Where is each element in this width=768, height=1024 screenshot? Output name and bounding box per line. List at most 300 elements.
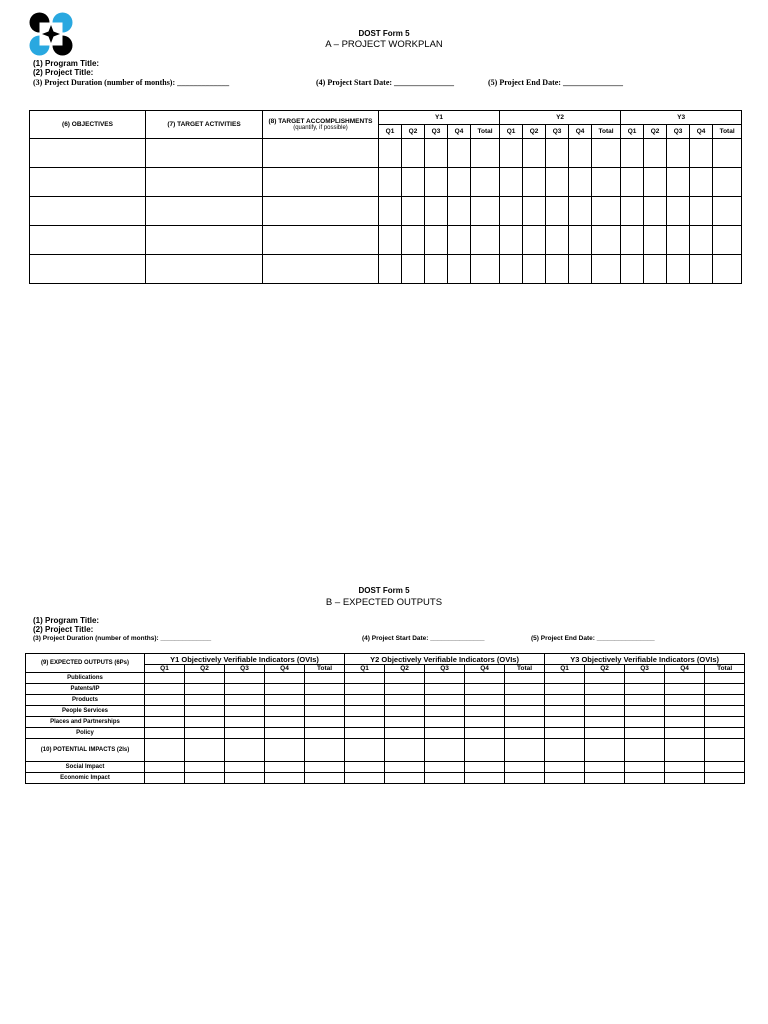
workplan-cell[interactable] — [644, 197, 667, 226]
workplan-cell[interactable] — [471, 226, 500, 255]
workplan-row — [30, 255, 742, 284]
project-start-date-a: (4) Project Start Date: _______________ — [316, 78, 455, 87]
workplan-cell[interactable] — [402, 197, 425, 226]
ovi-cell[interactable] — [585, 673, 625, 684]
workplan-cell[interactable] — [448, 139, 471, 168]
output-row-label: Places and Partnerships — [26, 717, 145, 728]
quarter-header-a-y1-1: Q1 — [379, 125, 402, 139]
workplan-cell[interactable] — [644, 226, 667, 255]
section-b-title: B – EXPECTED OUTPUTS — [325, 597, 443, 608]
ovi-cell[interactable] — [225, 706, 265, 717]
output-row — [26, 706, 745, 717]
ovi-cell[interactable] — [225, 773, 265, 784]
workplan-cell[interactable] — [667, 226, 690, 255]
ovi-cell[interactable] — [305, 706, 345, 717]
ovi-cell[interactable] — [225, 673, 265, 684]
ovi-cell[interactable] — [385, 717, 425, 728]
output-row — [26, 695, 745, 706]
ovi-cell[interactable] — [625, 762, 665, 773]
ovi-cell[interactable] — [585, 773, 625, 784]
ovi-cell[interactable] — [265, 762, 305, 773]
ovi-cell[interactable] — [585, 739, 625, 762]
ovi-cell[interactable] — [305, 728, 345, 739]
ovi-cell[interactable] — [585, 717, 625, 728]
quarter-header-b-y1-5: Total — [305, 665, 345, 673]
quarter-header-a-y2-5: Total — [592, 125, 621, 139]
ovi-cell[interactable] — [345, 684, 385, 695]
ovi-cell[interactable] — [185, 717, 225, 728]
year-header-y3: Y3 — [621, 111, 742, 125]
form-name-a: DOST Form 5 — [358, 29, 410, 38]
ovi-cell[interactable] — [225, 695, 265, 706]
workplan-cell[interactable] — [546, 226, 569, 255]
impact-row — [26, 762, 745, 773]
workplan-cell[interactable] — [523, 139, 546, 168]
project-title-a: (2) Project Title: — [33, 68, 94, 77]
workplan-cell[interactable] — [523, 255, 546, 284]
workplan-cell[interactable] — [592, 197, 621, 226]
expected-outputs-table — [25, 653, 745, 784]
ovi-cell[interactable] — [265, 739, 305, 762]
ovi-cell[interactable] — [345, 762, 385, 773]
output-row-label: Patents/IP — [26, 684, 145, 695]
workplan-cell[interactable] — [500, 139, 523, 168]
workplan-cell[interactable] — [146, 168, 263, 197]
workplan-cell[interactable] — [569, 197, 592, 226]
ovi-cell[interactable] — [625, 706, 665, 717]
workplan-cell[interactable] — [379, 139, 402, 168]
workplan-cell[interactable] — [471, 168, 500, 197]
workplan-cell[interactable] — [546, 139, 569, 168]
potential-impacts-row-label: (10) POTENTIAL IMPACTS (2Is) — [26, 739, 145, 762]
ovi-cell[interactable] — [505, 739, 545, 762]
quarter-header-a-y2-3: Q3 — [546, 125, 569, 139]
ovi-header-y2: Y2 Objectively Verifiable Indicators (OVIs) — [345, 654, 545, 665]
ovi-cell[interactable] — [665, 706, 705, 717]
workplan-cell[interactable] — [425, 168, 448, 197]
ovi-cell[interactable] — [625, 728, 665, 739]
workplan-cell[interactable] — [146, 197, 263, 226]
ovi-cell[interactable] — [505, 695, 545, 706]
ovi-cell[interactable] — [585, 684, 625, 695]
ovi-cell[interactable] — [145, 684, 185, 695]
ovi-cell[interactable] — [225, 739, 265, 762]
workplan-cell[interactable] — [448, 255, 471, 284]
workplan-cell[interactable] — [592, 168, 621, 197]
ovi-cell[interactable] — [545, 728, 585, 739]
workplan-cell[interactable] — [644, 255, 667, 284]
workplan-cell[interactable] — [621, 255, 644, 284]
workplan-cell[interactable] — [713, 255, 742, 284]
workplan-cell[interactable] — [546, 197, 569, 226]
ovi-cell[interactable] — [305, 695, 345, 706]
output-row — [26, 673, 745, 684]
ovi-cell[interactable] — [265, 717, 305, 728]
workplan-row — [30, 197, 742, 226]
quarter-header-b-y2-3: Q3 — [425, 665, 465, 673]
workplan-cell[interactable] — [667, 255, 690, 284]
ovi-cell[interactable] — [545, 695, 585, 706]
quarter-header-b-y2-5: Total — [505, 665, 545, 673]
ovi-cell[interactable] — [465, 762, 505, 773]
workplan-row — [30, 226, 742, 255]
workplan-cell[interactable] — [402, 168, 425, 197]
target-accomplishments-note: (quantify, if possible) — [293, 125, 348, 131]
project-end-date-b: (5) Project End Date: ________________ — [531, 635, 655, 642]
ovi-cell[interactable] — [665, 728, 705, 739]
ovi-cell[interactable] — [465, 728, 505, 739]
project-end-date-a: (5) Project End Date: _______________ — [488, 78, 623, 87]
ovi-cell[interactable] — [185, 773, 225, 784]
ovi-cell[interactable] — [665, 673, 705, 684]
workplan-cell[interactable] — [523, 168, 546, 197]
ovi-cell[interactable] — [345, 739, 385, 762]
workplan-cell[interactable] — [690, 226, 713, 255]
ovi-cell[interactable] — [425, 684, 465, 695]
workplan-cell[interactable] — [448, 197, 471, 226]
ovi-cell[interactable] — [265, 773, 305, 784]
objectives-header: (6) OBJECTIVES — [30, 111, 146, 139]
section-a-title: A – PROJECT WORKPLAN — [325, 39, 443, 50]
ovi-cell[interactable] — [425, 762, 465, 773]
ovi-cell[interactable] — [425, 717, 465, 728]
ovi-cell[interactable] — [665, 773, 705, 784]
quarter-header-b-y3-1: Q1 — [545, 665, 585, 673]
ovi-cell[interactable] — [545, 762, 585, 773]
ovi-cell[interactable] — [545, 673, 585, 684]
workplan-cell[interactable] — [690, 168, 713, 197]
workplan-cell[interactable] — [30, 197, 146, 226]
ovi-cell[interactable] — [705, 762, 745, 773]
ovi-cell[interactable] — [185, 762, 225, 773]
ovi-cell[interactable] — [185, 673, 225, 684]
output-row — [26, 728, 745, 739]
ovi-cell[interactable] — [585, 762, 625, 773]
project-duration-b: (3) Project Duration (number of months): ______________ — [33, 635, 212, 642]
quarter-header-b-y3-5: Total — [705, 665, 745, 673]
workplan-cell[interactable] — [425, 139, 448, 168]
workplan-cell[interactable] — [690, 255, 713, 284]
ovi-cell[interactable] — [505, 706, 545, 717]
ovi-cell[interactable] — [145, 706, 185, 717]
workplan-cell[interactable] — [379, 197, 402, 226]
ovi-cell[interactable] — [225, 717, 265, 728]
ovi-cell[interactable] — [585, 728, 625, 739]
ovi-cell[interactable] — [625, 773, 665, 784]
ovi-cell[interactable] — [305, 739, 345, 762]
impact-row-label: Economic Impact — [26, 773, 145, 784]
ovi-cell[interactable] — [385, 684, 425, 695]
workplan-cell[interactable] — [425, 197, 448, 226]
ovi-cell[interactable] — [425, 706, 465, 717]
quarter-header-b-y2-4: Q4 — [465, 665, 505, 673]
ovi-cell[interactable] — [145, 695, 185, 706]
workplan-cell[interactable] — [523, 226, 546, 255]
ovi-cell[interactable] — [385, 673, 425, 684]
ovi-cell[interactable] — [465, 773, 505, 784]
ovi-cell[interactable] — [505, 728, 545, 739]
ovi-cell[interactable] — [465, 695, 505, 706]
ovi-cell[interactable] — [545, 773, 585, 784]
ovi-cell[interactable] — [625, 717, 665, 728]
workplan-cell[interactable] — [500, 197, 523, 226]
quarter-header-a-y3-2: Q2 — [644, 125, 667, 139]
workplan-cell[interactable] — [569, 168, 592, 197]
output-row — [26, 717, 745, 728]
quarter-header-a-y3-4: Q4 — [690, 125, 713, 139]
ovi-cell[interactable] — [265, 673, 305, 684]
workplan-cell[interactable] — [621, 168, 644, 197]
project-workplan-table — [29, 110, 742, 284]
ovi-header-y3: Y3 Objectively Verifiable Indicators (OVIs) — [545, 654, 745, 665]
ovi-cell[interactable] — [385, 706, 425, 717]
ovi-cell[interactable] — [225, 728, 265, 739]
workplan-cell[interactable] — [30, 168, 146, 197]
workplan-cell[interactable] — [146, 255, 263, 284]
workplan-cell[interactable] — [644, 139, 667, 168]
workplan-cell[interactable] — [30, 226, 146, 255]
ovi-cell[interactable] — [305, 717, 345, 728]
ovi-cell[interactable] — [625, 684, 665, 695]
workplan-cell[interactable] — [379, 168, 402, 197]
workplan-cell[interactable] — [592, 255, 621, 284]
workplan-row — [30, 168, 742, 197]
output-row-label: Products — [26, 695, 145, 706]
quarter-header-a-y2-2: Q2 — [523, 125, 546, 139]
quarter-header-a-y1-3: Q3 — [425, 125, 448, 139]
workplan-cell[interactable] — [621, 197, 644, 226]
ovi-cell[interactable] — [425, 739, 465, 762]
workplan-cell[interactable] — [379, 255, 402, 284]
program-title-b: (1) Program Title: — [33, 616, 100, 625]
workplan-cell[interactable] — [263, 197, 379, 226]
project-duration-a: (3) Project Duration (number of months): _____________ — [33, 78, 230, 87]
output-row — [26, 684, 745, 695]
workplan-cell[interactable] — [621, 139, 644, 168]
target-accomplishments-label: (8) TARGET ACCOMPLISHMENTS — [268, 118, 373, 125]
workplan-cell[interactable] — [713, 139, 742, 168]
ovi-cell[interactable] — [705, 717, 745, 728]
workplan-cell[interactable] — [667, 197, 690, 226]
workplan-cell[interactable] — [425, 226, 448, 255]
ovi-cell[interactable] — [625, 695, 665, 706]
workplan-cell[interactable] — [263, 139, 379, 168]
ovi-cell[interactable] — [505, 684, 545, 695]
ovi-cell[interactable] — [425, 673, 465, 684]
project-start-date-b: (4) Project Start Date: _______________ — [362, 635, 485, 642]
quarter-header-a-y1-5: Total — [471, 125, 500, 139]
workplan-cell[interactable] — [471, 139, 500, 168]
ovi-cell[interactable] — [705, 739, 745, 762]
ovi-cell[interactable] — [225, 762, 265, 773]
ovi-cell[interactable] — [265, 695, 305, 706]
ovi-cell[interactable] — [185, 728, 225, 739]
ovi-cell[interactable] — [545, 684, 585, 695]
quarter-header-b-y3-4: Q4 — [665, 665, 705, 673]
ovi-cell[interactable] — [465, 717, 505, 728]
ovi-cell[interactable] — [465, 706, 505, 717]
workplan-cell[interactable] — [690, 139, 713, 168]
quarter-header-b-y3-2: Q2 — [585, 665, 625, 673]
ovi-cell[interactable] — [345, 773, 385, 784]
quarter-header-b-y3-3: Q3 — [625, 665, 665, 673]
ovi-cell[interactable] — [385, 695, 425, 706]
workplan-cell[interactable] — [690, 197, 713, 226]
ovi-cell[interactable] — [705, 773, 745, 784]
ovi-header-y1: Y1 Objectively Verifiable Indicators (OVIs) — [145, 654, 345, 665]
ovi-cell[interactable] — [385, 739, 425, 762]
ovi-cell[interactable] — [345, 673, 385, 684]
workplan-cell[interactable] — [621, 226, 644, 255]
ovi-cell[interactable] — [265, 728, 305, 739]
workplan-cell[interactable] — [500, 168, 523, 197]
workplan-cell[interactable] — [263, 226, 379, 255]
quarter-header-b-y1-1: Q1 — [145, 665, 185, 673]
ovi-cell[interactable] — [345, 695, 385, 706]
quarter-header-a-y2-1: Q1 — [500, 125, 523, 139]
ovi-cell[interactable] — [625, 739, 665, 762]
ovi-cell[interactable] — [705, 728, 745, 739]
form-name-b: DOST Form 5 — [358, 586, 410, 595]
target-activities-header: (7) TARGET ACTIVITIES — [146, 111, 263, 139]
ovi-cell[interactable] — [705, 684, 745, 695]
ovi-cell[interactable] — [385, 773, 425, 784]
workplan-cell[interactable] — [448, 226, 471, 255]
ovi-cell[interactable] — [465, 739, 505, 762]
workplan-cell[interactable] — [667, 139, 690, 168]
ovi-cell[interactable] — [585, 695, 625, 706]
workplan-cell[interactable] — [471, 197, 500, 226]
output-row-label: Publications — [26, 673, 145, 684]
workplan-cell[interactable] — [402, 255, 425, 284]
ovi-cell[interactable] — [145, 717, 185, 728]
ovi-cell[interactable] — [265, 684, 305, 695]
impact-row — [26, 773, 745, 784]
ovi-cell[interactable] — [345, 728, 385, 739]
workplan-cell[interactable] — [713, 197, 742, 226]
quarter-header-a-y3-5: Total — [713, 125, 742, 139]
ovi-cell[interactable] — [505, 673, 545, 684]
ovi-cell[interactable] — [145, 673, 185, 684]
workplan-cell[interactable] — [448, 168, 471, 197]
ovi-cell[interactable] — [345, 717, 385, 728]
workplan-cell[interactable] — [30, 255, 146, 284]
output-row-label: Policy — [26, 728, 145, 739]
workplan-cell[interactable] — [546, 168, 569, 197]
ovi-cell[interactable] — [265, 706, 305, 717]
project-title-b: (2) Project Title: — [33, 625, 94, 634]
ovi-cell[interactable] — [665, 695, 705, 706]
ovi-cell[interactable] — [705, 706, 745, 717]
workplan-cell[interactable] — [592, 139, 621, 168]
ovi-cell[interactable] — [345, 706, 385, 717]
ovi-cell[interactable] — [545, 717, 585, 728]
workplan-cell[interactable] — [379, 226, 402, 255]
quarter-header-b-y2-2: Q2 — [385, 665, 425, 673]
ovi-cell[interactable] — [465, 673, 505, 684]
ovi-cell[interactable] — [385, 728, 425, 739]
workplan-cell[interactable] — [569, 226, 592, 255]
year-header-y2: Y2 — [500, 111, 621, 125]
workplan-cell[interactable] — [263, 255, 379, 284]
target-accomplishments-header — [263, 111, 379, 139]
ovi-cell[interactable] — [305, 762, 345, 773]
ovi-cell[interactable] — [665, 739, 705, 762]
workplan-cell[interactable] — [546, 255, 569, 284]
ovi-cell[interactable] — [505, 762, 545, 773]
expected-outputs-header: (9) EXPECTED OUTPUTS (6Ps) — [26, 654, 145, 673]
ovi-cell[interactable] — [145, 739, 185, 762]
ovi-cell[interactable] — [185, 695, 225, 706]
ovi-cell[interactable] — [465, 684, 505, 695]
ovi-cell[interactable] — [305, 773, 345, 784]
ovi-cell[interactable] — [305, 673, 345, 684]
ovi-cell[interactable] — [185, 684, 225, 695]
ovi-cell[interactable] — [145, 773, 185, 784]
ovi-cell[interactable] — [625, 673, 665, 684]
quarter-header-a-y3-3: Q3 — [667, 125, 690, 139]
workplan-cell[interactable] — [471, 255, 500, 284]
ovi-cell[interactable] — [185, 739, 225, 762]
quarter-header-b-y1-4: Q4 — [265, 665, 305, 673]
ovi-cell[interactable] — [705, 673, 745, 684]
workplan-cell[interactable] — [500, 255, 523, 284]
impact-row-label: Social Impact — [26, 762, 145, 773]
program-title-a: (1) Program Title: — [33, 59, 100, 68]
ovi-cell[interactable] — [145, 762, 185, 773]
workplan-cell[interactable] — [146, 139, 263, 168]
ovi-cell[interactable] — [145, 728, 185, 739]
ovi-cell[interactable] — [505, 717, 545, 728]
ovi-cell[interactable] — [505, 773, 545, 784]
workplan-cell[interactable] — [569, 255, 592, 284]
workplan-cell[interactable] — [146, 226, 263, 255]
ovi-cell[interactable] — [665, 717, 705, 728]
ovi-cell[interactable] — [425, 695, 465, 706]
workplan-cell[interactable] — [644, 168, 667, 197]
quarter-header-b-y1-2: Q2 — [185, 665, 225, 673]
potential-impacts-row — [26, 739, 745, 762]
workplan-cell[interactable] — [523, 197, 546, 226]
ovi-cell[interactable] — [425, 773, 465, 784]
ovi-cell[interactable] — [385, 762, 425, 773]
workplan-cell[interactable] — [713, 168, 742, 197]
ovi-cell[interactable] — [185, 706, 225, 717]
workplan-cell[interactable] — [569, 139, 592, 168]
ovi-cell[interactable] — [705, 695, 745, 706]
ovi-cell[interactable] — [425, 728, 465, 739]
ovi-cell[interactable] — [585, 706, 625, 717]
ovi-cell[interactable] — [545, 706, 585, 717]
ovi-cell[interactable] — [305, 684, 345, 695]
workplan-cell[interactable] — [592, 226, 621, 255]
workplan-cell[interactable] — [500, 226, 523, 255]
workplan-cell[interactable] — [402, 139, 425, 168]
output-row-label: People Services — [26, 706, 145, 717]
ovi-cell[interactable] — [545, 739, 585, 762]
workplan-cell[interactable] — [667, 168, 690, 197]
quarter-header-b-y1-3: Q3 — [225, 665, 265, 673]
workplan-cell[interactable] — [425, 255, 448, 284]
ovi-cell[interactable] — [665, 684, 705, 695]
workplan-cell[interactable] — [263, 168, 379, 197]
workplan-cell[interactable] — [30, 139, 146, 168]
workplan-row — [30, 139, 742, 168]
workplan-cell[interactable] — [402, 226, 425, 255]
ovi-cell[interactable] — [665, 762, 705, 773]
workplan-cell[interactable] — [713, 226, 742, 255]
ovi-cell[interactable] — [225, 684, 265, 695]
